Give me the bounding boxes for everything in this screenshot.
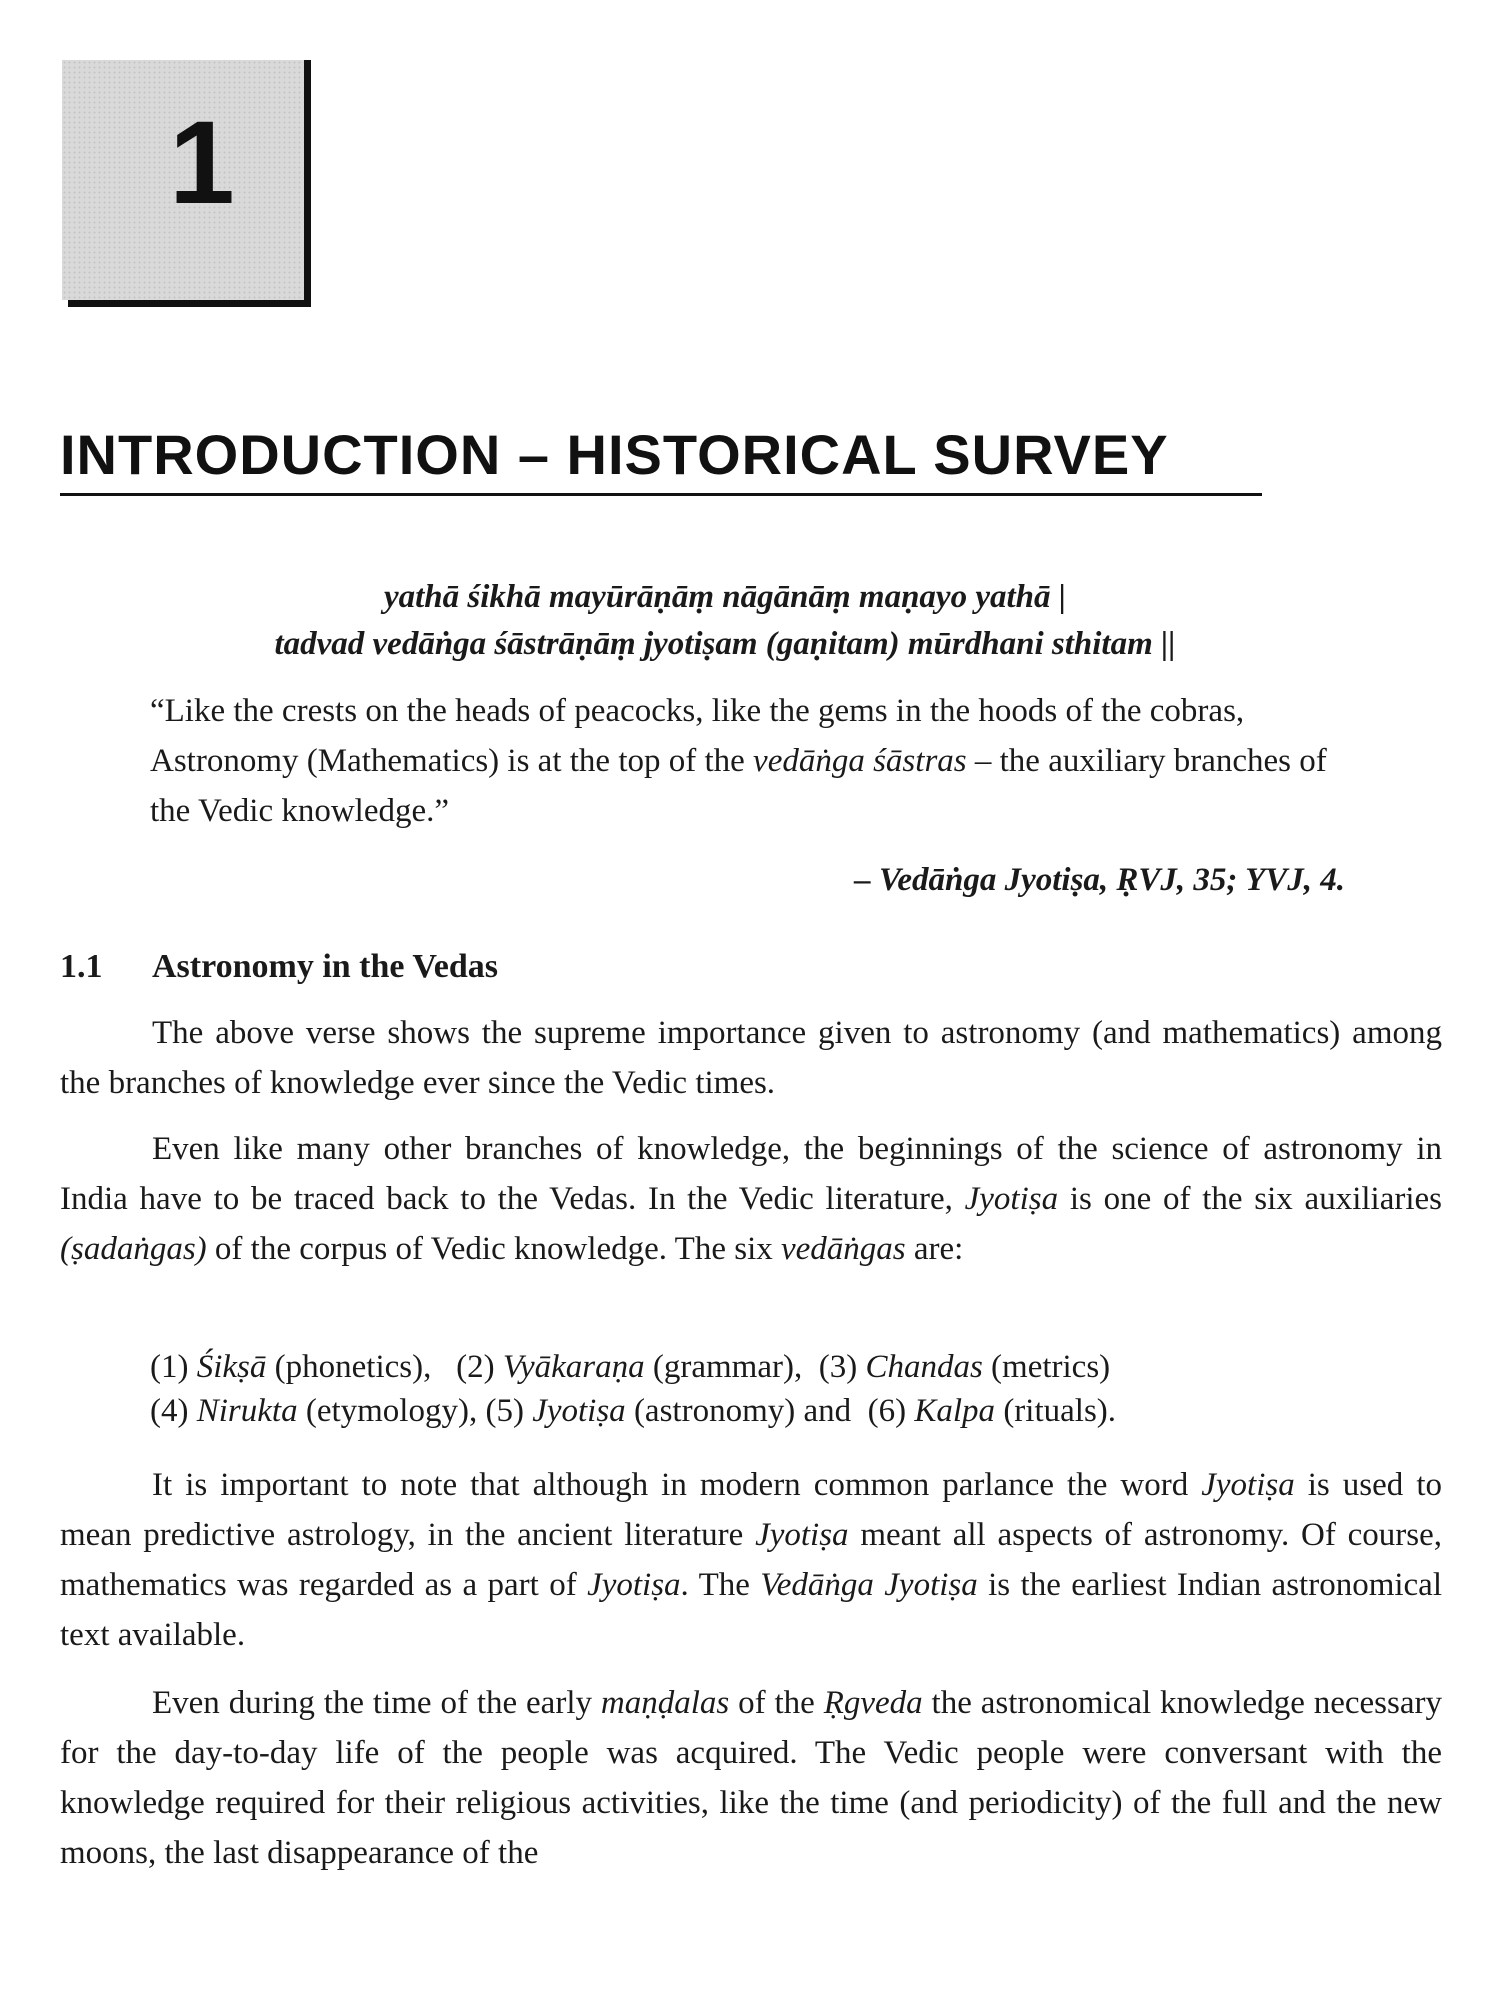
title-underline [60, 493, 1262, 496]
section-heading [60, 942, 1260, 992]
list-item: (5) Jyotiṣa (astronomy) and [485, 1393, 852, 1429]
list-item: (3) Chandas (metrics) [818, 1349, 1111, 1385]
p2-text-3: of the corpus of Vedic knowledge. The six [206, 1231, 781, 1267]
chapter-title: INTRODUCTION – HISTORICAL SURVEY [60, 423, 1169, 486]
vedangas-line-1 [150, 1345, 1442, 1389]
section-title: Astronomy in the Vedas [152, 948, 499, 985]
p4-term-rgveda: Ṛgveda [823, 1685, 923, 1721]
vedangas-line-2 [150, 1389, 1442, 1433]
list-item: (1) Śikṣā (phonetics), [150, 1349, 432, 1385]
list-item: (6) Kalpa (rituals). [867, 1393, 1117, 1429]
verse-line-2: tadvad vedāṅga śāstrāṇāṃ jyotiṣam (gaṇitam) mūrdhani sthitam || [274, 626, 1176, 662]
translation-term: vedāṅga śāstras [753, 743, 967, 779]
p4-term-mandalas: maṇḍalas [600, 1685, 730, 1721]
paragraph-2 [60, 1124, 1442, 1274]
p2-text-1: Even like many other branches of knowledge, the beginnings of the science of astronomy in India have to be traced back to the Vedas. In the Vedic literature, [60, 1131, 1442, 1217]
box-rule-right [304, 60, 311, 307]
verse-translation [150, 686, 1355, 836]
p3-term: Jyotiṣa [755, 1517, 849, 1553]
epigraph-attribution: – Vedāṅga Jyotiṣa, ṚVJ, 35; YVJ, 4. [854, 862, 1345, 898]
list-item: (2) Vyākaraṇa (grammar), [456, 1349, 803, 1385]
p2-text-2: is one of the six auxiliaries [1058, 1181, 1442, 1217]
p3-term-vedanga-jyotisa: Vedāṅga Jyotiṣa [760, 1567, 978, 1603]
p2-text-4: are: [905, 1231, 964, 1267]
section-number: 1.1 [60, 948, 103, 985]
p3-term: Jyotiṣa [1201, 1467, 1295, 1503]
paragraph-1: The above verse shows the supreme importance given to astronomy (and mathematics) among the branches of knowledge ever since the Vedic times. [60, 1015, 1442, 1101]
p2-term-sadangas: (ṣadaṅgas) [60, 1231, 207, 1267]
verse-line-1: yathā śikhā mayūrāṇāṃ nāgānāṃ maṇayo yathā | [383, 579, 1067, 615]
paragraph-3: It is important to note that although in modern common parlance the word Jyotiṣa is used to mean predictive astrology, in the ancient literature Jyotiṣa meant all aspects of astronomy. Of course, mathematics was regarded as a part of Jyotiṣa. The Vedāṅga Jyotiṣa is the earliest Indian astronomical text available. [60, 1467, 1442, 1653]
translation-text-2: – the auxiliary branches of the Vedic knowledge.” [150, 743, 1327, 829]
paragraph-4: Even during the time of the early maṇḍalas of the Ṛgveda the astronomical knowledge necessary for the day-to-day life of the people was acquired. The Vedic people were conversant with the knowledge required for their religious activities, like the time (and periodicity) of the full and the new moons, the last disappearance of the [60, 1685, 1442, 1871]
chapter-number-box [62, 60, 310, 300]
p3-term: Jyotiṣa [587, 1567, 681, 1603]
p2-term-jyotisa: Jyotiṣa [964, 1181, 1059, 1217]
chapter-number: 1 [169, 97, 235, 229]
p2-term-vedangas: vedāṅgas [781, 1231, 906, 1267]
translation-text-1: “Like the crests on the heads of peacocks, like the gems in the hoods of the cobras, Astronomy (Mathematics) is at the top of the [150, 693, 1245, 779]
vedangas-list [150, 1345, 1442, 1433]
box-rule-bottom [68, 300, 311, 307]
list-item: (4) Nirukta (etymology), [150, 1393, 478, 1429]
